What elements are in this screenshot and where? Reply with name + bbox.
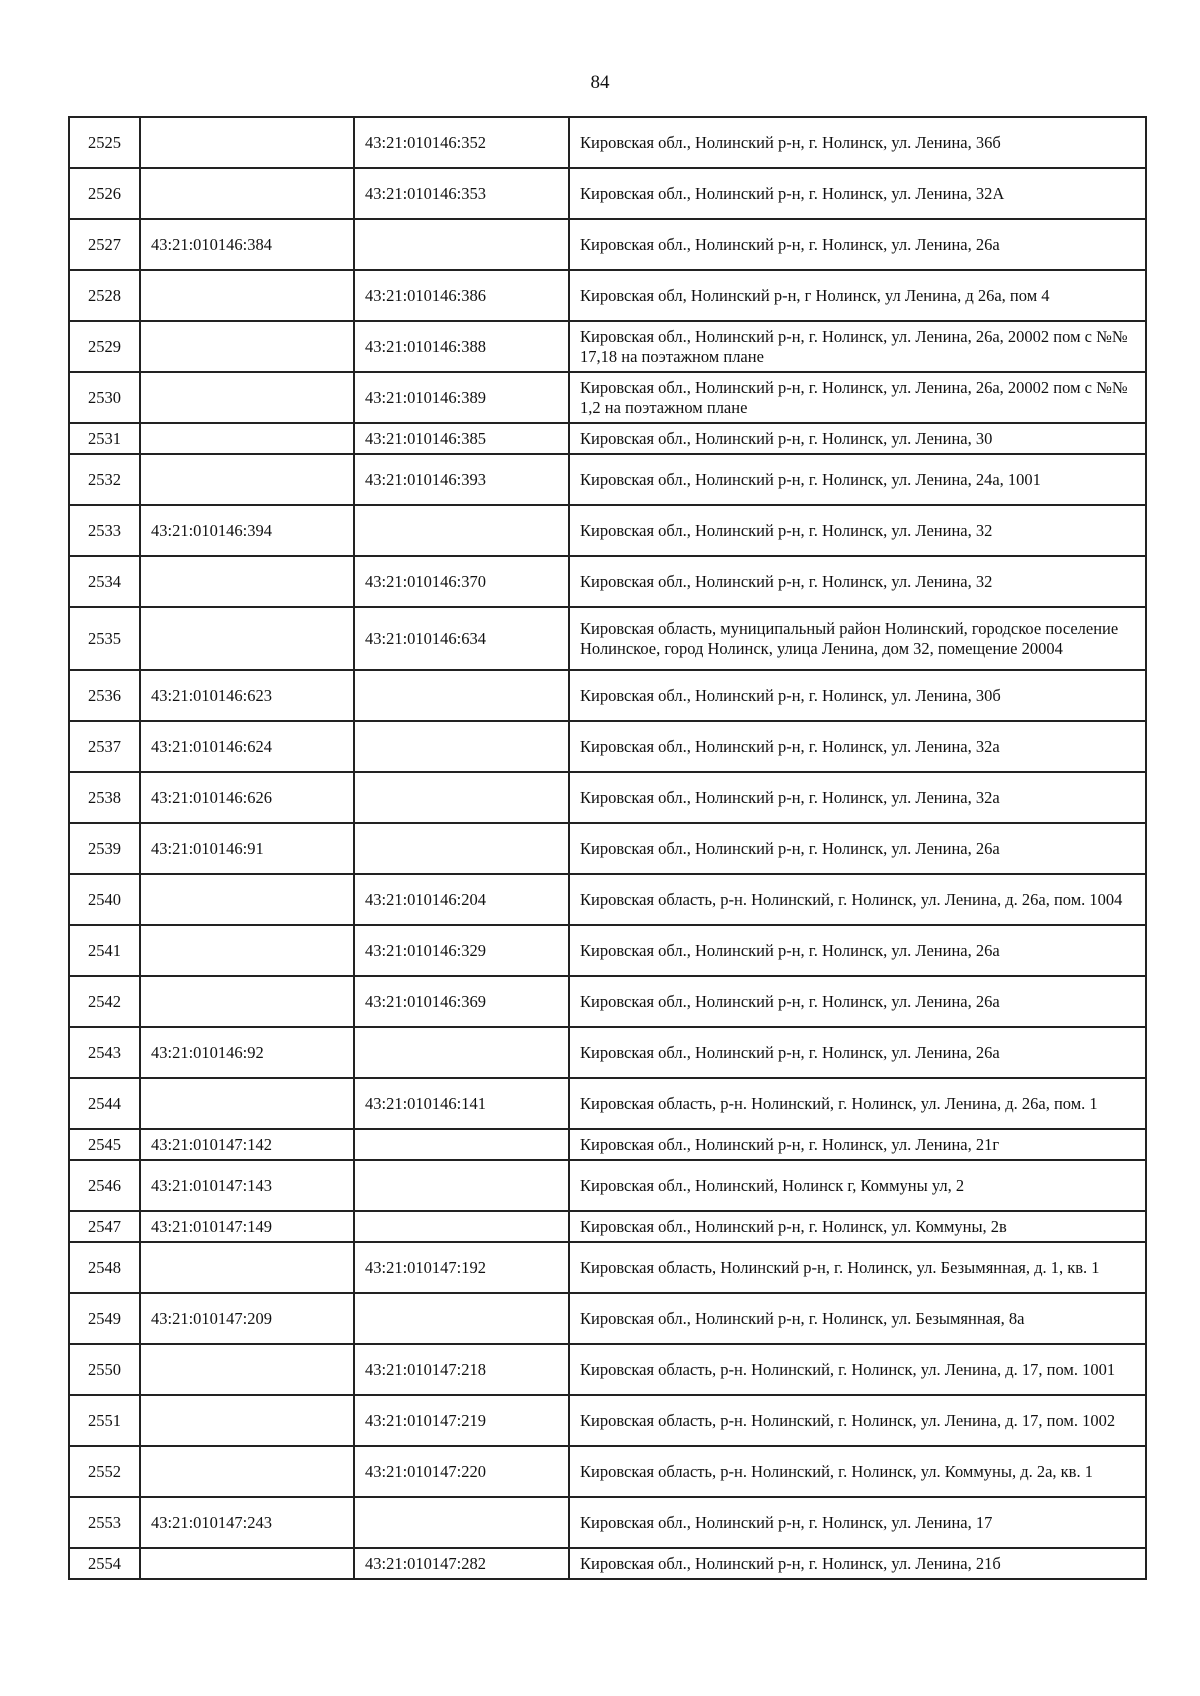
cadastral-number-cell: 43:21:010146:626 [140,772,354,823]
cadastral-number-secondary-cell: 43:21:010146:386 [354,270,569,321]
cadastral-number-cell [140,1078,354,1129]
cadastral-number-secondary-cell: 43:21:010146:369 [354,976,569,1027]
table-row [69,607,1146,670]
row-number-cell: 2546 [69,1160,140,1211]
row-number-cell: 2534 [69,556,140,607]
registry-table-body [69,117,1146,1579]
table-row [69,925,1146,976]
row-number-cell: 2538 [69,772,140,823]
row-number-cell: 2552 [69,1446,140,1497]
cadastral-number-cell [140,117,354,168]
cadastral-number-cell: 43:21:010146:623 [140,670,354,721]
row-number-cell: 2529 [69,321,140,372]
cadastral-number-cell [140,1395,354,1446]
cadastral-number-secondary-cell: 43:21:010146:389 [354,372,569,423]
table-row [69,372,1146,423]
row-number-cell: 2547 [69,1211,140,1242]
cadastral-number-cell: 43:21:010146:624 [140,721,354,772]
page-number: 84 [590,72,610,93]
cadastral-number-cell [140,454,354,505]
table-row [69,1446,1146,1497]
cadastral-number-cell [140,1446,354,1497]
row-number-cell: 2533 [69,505,140,556]
cadastral-number-cell: 43:21:010147:142 [140,1129,354,1160]
row-number-cell: 2554 [69,1548,140,1579]
address-cell: Кировская обл., Нолинский р-н, г. Нолинск, ул. Ленина, 26а, 20002 пом с №№ 17,18 на поэтажном плане [569,321,1146,372]
row-number-cell: 2551 [69,1395,140,1446]
cadastral-number-cell: 43:21:010147:149 [140,1211,354,1242]
table-row [69,1344,1146,1395]
row-number-cell: 2532 [69,454,140,505]
table-row [69,1160,1146,1211]
cadastral-number-cell [140,168,354,219]
table-row [69,556,1146,607]
row-number-cell: 2526 [69,168,140,219]
cadastral-number-secondary-cell [354,1160,569,1211]
address-cell: Кировская область, муниципальный район Нолинский, городское поселение Нолинское, город Нолинск, улица Ленина, дом 32, помещение 20004 [569,607,1146,670]
table-row [69,117,1146,168]
row-number-cell: 2528 [69,270,140,321]
cadastral-number-secondary-cell [354,1211,569,1242]
address-cell: Кировская обл., Нолинский р-н, г. Нолинск, ул. Ленина, 26а [569,925,1146,976]
cadastral-number-secondary-cell: 43:21:010146:393 [354,454,569,505]
table-row [69,772,1146,823]
cadastral-number-secondary-cell: 43:21:010147:220 [354,1446,569,1497]
table-row [69,454,1146,505]
address-cell: Кировская обл., Нолинский р-н, г. Нолинск, ул. Ленина, 36б [569,117,1146,168]
cadastral-number-secondary-cell [354,1027,569,1078]
cadastral-number-secondary-cell: 43:21:010146:352 [354,117,569,168]
address-cell: Кировская обл., Нолинский р-н, г. Нолинск, ул. Ленина, 26а, 20002 пом с №№ 1,2 на поэтажном плане [569,372,1146,423]
cadastral-number-cell [140,607,354,670]
cadastral-number-secondary-cell [354,1497,569,1548]
cadastral-number-secondary-cell: 43:21:010146:141 [354,1078,569,1129]
cadastral-number-cell: 43:21:010146:92 [140,1027,354,1078]
table-row [69,505,1146,556]
cadastral-number-cell: 43:21:010146:394 [140,505,354,556]
cadastral-number-cell [140,925,354,976]
cadastral-number-cell: 43:21:010146:384 [140,219,354,270]
cadastral-number-secondary-cell [354,219,569,270]
cadastral-number-secondary-cell [354,1129,569,1160]
row-number-cell: 2525 [69,117,140,168]
address-cell: Кировская обл., Нолинский р-н, г. Нолинск, ул. Ленина, 32А [569,168,1146,219]
cadastral-number-secondary-cell: 43:21:010146:204 [354,874,569,925]
address-cell: Кировская область, р-н. Нолинский, г. Нолинск, ул. Ленина, д. 17, пом. 1001 [569,1344,1146,1395]
table-row [69,1293,1146,1344]
address-cell: Кировская обл., Нолинский р-н, г. Нолинск, ул. Ленина, 21г [569,1129,1146,1160]
address-cell: Кировская обл., Нолинский р-н, г. Нолинск, ул. Ленина, 32а [569,721,1146,772]
table-row [69,423,1146,454]
table-row [69,1129,1146,1160]
cadastral-number-secondary-cell: 43:21:010147:219 [354,1395,569,1446]
row-number-cell: 2537 [69,721,140,772]
address-cell: Кировская обл., Нолинский р-н, г. Нолинск, ул. Ленина, 32а [569,772,1146,823]
address-cell: Кировская обл., Нолинский р-н, г. Нолинск, ул. Ленина, 26а [569,976,1146,1027]
cadastral-number-secondary-cell [354,823,569,874]
address-cell: Кировская обл., Нолинский р-н, г. Нолинск, ул. Ленина, 32 [569,556,1146,607]
table-row [69,168,1146,219]
row-number-cell: 2553 [69,1497,140,1548]
address-cell: Кировская обл., Нолинский р-н, г. Нолинск, ул. Ленина, 26а [569,1027,1146,1078]
cadastral-number-cell: 43:21:010147:209 [140,1293,354,1344]
cadastral-number-cell: 43:21:010147:143 [140,1160,354,1211]
address-cell: Кировская обл., Нолинский р-н, г. Нолинск, ул. Ленина, 21б [569,1548,1146,1579]
cadastral-number-cell [140,976,354,1027]
cadastral-number-secondary-cell: 43:21:010147:282 [354,1548,569,1579]
cadastral-number-cell: 43:21:010146:91 [140,823,354,874]
address-cell: Кировская обл., Нолинский р-н, г. Нолинск, ул. Ленина, 32 [569,505,1146,556]
registry-table [68,116,1147,1580]
cadastral-number-secondary-cell: 43:21:010146:388 [354,321,569,372]
address-cell: Кировская область, р-н. Нолинский, г. Нолинск, ул. Ленина, д. 26а, пом. 1004 [569,874,1146,925]
table-row [69,321,1146,372]
address-cell: Кировская обл, Нолинский р-н, г Нолинск, ул Ленина, д 26а, пом 4 [569,270,1146,321]
address-cell: Кировская область, р-н. Нолинский, г. Нолинск, ул. Ленина, д. 26а, пом. 1 [569,1078,1146,1129]
row-number-cell: 2543 [69,1027,140,1078]
cadastral-number-cell: 43:21:010147:243 [140,1497,354,1548]
cadastral-number-cell [140,556,354,607]
table-row [69,1211,1146,1242]
row-number-cell: 2548 [69,1242,140,1293]
cadastral-number-cell [140,1344,354,1395]
address-cell: Кировская обл., Нолинский р-н, г. Нолинск, ул. Ленина, 26а [569,823,1146,874]
address-cell: Кировская обл., Нолинский р-н, г. Нолинск, ул. Ленина, 30б [569,670,1146,721]
address-cell: Кировская обл., Нолинский р-н, г. Нолинск, ул. Ленина, 26а [569,219,1146,270]
cadastral-number-secondary-cell [354,721,569,772]
row-number-cell: 2549 [69,1293,140,1344]
cadastral-number-secondary-cell: 43:21:010147:218 [354,1344,569,1395]
address-cell: Кировская обл., Нолинский р-н, г. Нолинск, ул. Ленина, 30 [569,423,1146,454]
cadastral-number-secondary-cell: 43:21:010146:385 [354,423,569,454]
cadastral-number-cell [140,1242,354,1293]
table-row [69,721,1146,772]
row-number-cell: 2550 [69,1344,140,1395]
cadastral-number-secondary-cell: 43:21:010146:634 [354,607,569,670]
row-number-cell: 2544 [69,1078,140,1129]
address-cell: Кировская область, р-н. Нолинский, г. Нолинск, ул. Ленина, д. 17, пом. 1002 [569,1395,1146,1446]
table-row [69,270,1146,321]
row-number-cell: 2545 [69,1129,140,1160]
table-row [69,1027,1146,1078]
address-cell: Кировская обл., Нолинский р-н, г. Нолинск, ул. Безымянная, 8а [569,1293,1146,1344]
address-cell: Кировская обл., Нолинский р-н, г. Нолинск, ул. Коммуны, 2в [569,1211,1146,1242]
table-row [69,1395,1146,1446]
row-number-cell: 2542 [69,976,140,1027]
cadastral-number-secondary-cell: 43:21:010146:329 [354,925,569,976]
row-number-cell: 2540 [69,874,140,925]
table-row [69,823,1146,874]
address-cell: Кировская обл., Нолинский р-н, г. Нолинск, ул. Ленина, 24а, 1001 [569,454,1146,505]
row-number-cell: 2530 [69,372,140,423]
table-row [69,1242,1146,1293]
row-number-cell: 2535 [69,607,140,670]
table-row [69,1497,1146,1548]
row-number-cell: 2539 [69,823,140,874]
table-row [69,976,1146,1027]
cadastral-number-secondary-cell: 43:21:010147:192 [354,1242,569,1293]
cadastral-number-cell [140,1548,354,1579]
cadastral-number-secondary-cell [354,772,569,823]
address-cell: Кировская область, р-н. Нолинский, г. Нолинск, ул. Коммуны, д. 2а, кв. 1 [569,1446,1146,1497]
cadastral-number-secondary-cell: 43:21:010146:353 [354,168,569,219]
cadastral-number-cell [140,270,354,321]
address-cell: Кировская область, Нолинский р-н, г. Нолинск, ул. Безымянная, д. 1, кв. 1 [569,1242,1146,1293]
table-row [69,874,1146,925]
cadastral-number-cell [140,423,354,454]
table-row [69,670,1146,721]
cadastral-number-secondary-cell: 43:21:010146:370 [354,556,569,607]
cadastral-number-secondary-cell [354,670,569,721]
row-number-cell: 2531 [69,423,140,454]
table-row [69,1548,1146,1579]
address-cell: Кировская обл., Нолинский, Нолинск г, Коммуны ул, 2 [569,1160,1146,1211]
table-row [69,1078,1146,1129]
row-number-cell: 2527 [69,219,140,270]
cadastral-number-cell [140,321,354,372]
address-cell: Кировская обл., Нолинский р-н, г. Нолинск, ул. Ленина, 17 [569,1497,1146,1548]
cadastral-number-secondary-cell [354,1293,569,1344]
row-number-cell: 2541 [69,925,140,976]
table-row [69,219,1146,270]
cadastral-number-secondary-cell [354,505,569,556]
row-number-cell: 2536 [69,670,140,721]
cadastral-number-cell [140,874,354,925]
cadastral-number-cell [140,372,354,423]
